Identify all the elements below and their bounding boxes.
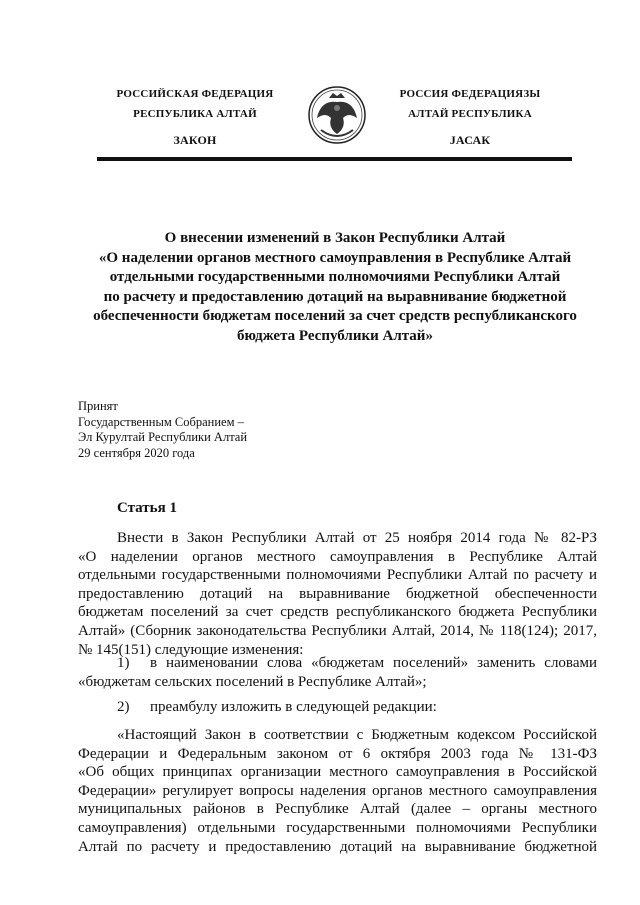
text-line: Внести в Закон Республики Алтай от 25 ноября 2014 года № 82-РЗ [117,530,597,546]
adoption-line: Принят [78,399,118,413]
text-line: предоставлению дотаций на выравнивание бюджетной обеспеченности [78,585,597,602]
country-name-alt: РОССИЯ ФЕДЕРАЦИЯЗЫ [399,88,541,100]
text-line: в наименовании слова «бюджетам поселений» заменить словами [150,655,597,671]
adoption-line: Государственным Собранием – [78,414,244,429]
list-item-1 [78,654,597,691]
header-left [100,84,290,150]
text-line: «Настоящий Закон в соответствии с Бюджетным кодексом Российской [117,727,597,743]
doc-type-ru: ЗАКОН [173,133,217,147]
text-line: Федерации» регулирует вопросы наделения органов местного самоуправления [78,782,597,799]
law-title [60,229,610,347]
item-number: 2) [117,699,130,715]
text-line: «О наделении органов местного самоуправления в Республике Алтай [78,548,597,565]
preamble-quote [78,726,597,856]
republic-name-ru: РЕСПУБЛИКА АЛТАЙ [133,108,257,120]
title-line: обеспеченности бюджетам поселений за счет средств республиканского [93,308,577,325]
doc-type-alt: JАСАК [449,133,491,147]
text-line: «бюджетам сельских поселений в Республике Алтай»; [78,673,427,690]
text-line: № 145(151) следующие изменения: [78,641,304,658]
text-line: Алтай по расчету и предоставлению дотаций на выравнивание бюджетной [78,838,597,855]
article-heading: Статья 1 [117,500,177,516]
title-line: «О наделении органов местного самоуправления в Республике Алтай [98,249,572,266]
title-line: отдельными государственными полномочиями Республики Алтай [109,269,561,286]
coat-of-arms-emblem [307,84,367,146]
text-line: преамбулу изложить в следующей редакции: [150,699,437,715]
text-line: отдельными государственными полномочиями Республики Алтай по расчету и [78,567,597,584]
item-number: 1) [117,655,130,671]
text-line: самоуправления) отдельными государственными полномочиями Республики [78,819,597,836]
title-line: по расчету и предоставлению дотаций на выравнивание бюджетной [103,288,567,305]
header-divider [97,157,572,161]
text-line: Алтай» (Сборник законодательства Республики Алтай, 2014, № 118(124); 2017, [78,622,597,639]
article-intro [78,529,597,659]
list-item-2 [78,698,597,717]
title-line: бюджета Республики Алтай» [237,327,433,344]
adoption-line: Эл Курултай Республики Алтай [78,430,248,444]
text-line: муниципальных районов в Республике Алтай (далее – органы местного [78,801,597,818]
text-line: бюджетам поселений за счет средств республиканского бюджета Республики [78,604,597,621]
adoption-date: 29 сентября 2020 года [78,445,195,460]
adoption-info [78,399,247,461]
header-right [375,84,565,150]
title-line: О внесении изменений в Закон Республики Алтай [164,230,506,246]
country-name-ru: РОССИЙСКАЯ ФЕДЕРАЦИЯ [116,88,274,100]
text-line: «Об общих принципах организации местного самоуправления в Российской [78,764,597,781]
text-line: Федерации и Федеральным законом от 6 октября 2003 года № 131-ФЗ [78,745,597,762]
republic-name-alt: АЛТАЙ РЕСПУБЛИКА [408,108,532,120]
